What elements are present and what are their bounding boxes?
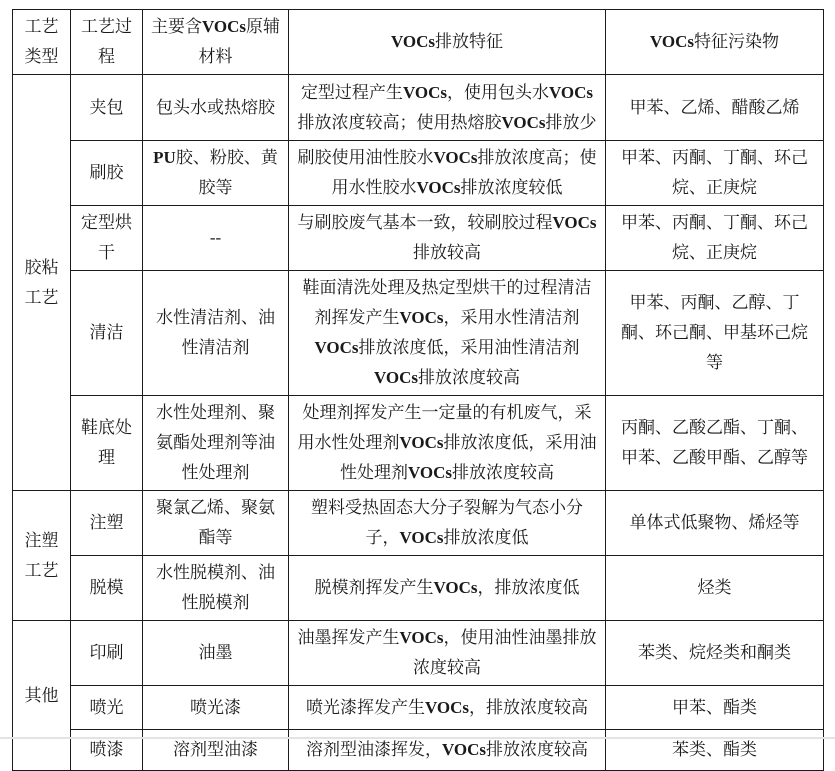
table-row xyxy=(13,686,824,730)
process-cell: 清洁 xyxy=(71,271,143,396)
pollutants-cell: 苯类、酯类 xyxy=(606,730,824,771)
materials-cell: -- xyxy=(143,206,289,271)
voc-emission-table xyxy=(12,9,824,771)
process-cell: 喷漆 xyxy=(71,730,143,771)
pollutants-cell: 丙酮、乙酸乙酯、丁酮、甲苯、乙酸甲酯、乙醇等 xyxy=(606,396,824,491)
materials-cell: 溶剂型油漆 xyxy=(143,730,289,771)
emission-cell: 刷胶使用油性胶水VOCs排放浓度高；使用水性胶水VOCs排放浓度较低 xyxy=(289,141,606,206)
emission-cell: 油墨挥发产生VOCs，使用油性油墨排放浓度较高 xyxy=(289,621,606,686)
process-cell: 定型烘干 xyxy=(71,206,143,271)
header-materials: 主要含VOCs原辅材料 xyxy=(143,10,289,75)
emission-cell: 定型过程产生VOCs，使用包头水VOCs排放浓度较高；使用热熔胶VOCs排放少 xyxy=(289,75,606,141)
table-row xyxy=(13,491,824,556)
header-emission: VOCs排放特征 xyxy=(289,10,606,75)
process-cell: 脱模 xyxy=(71,556,143,621)
pollutants-cell: 单体式低聚物、烯烃等 xyxy=(606,491,824,556)
header-process-type: 工艺类型 xyxy=(13,10,71,75)
process-cell: 印刷 xyxy=(71,621,143,686)
pollutants-cell: 苯类、烷烃类和酮类 xyxy=(606,621,824,686)
table-row xyxy=(13,206,824,271)
table-row xyxy=(13,730,824,771)
pollutants-cell: 甲苯、乙烯、醋酸乙烯 xyxy=(606,75,824,141)
materials-cell: 油墨 xyxy=(143,621,289,686)
materials-cell: 包头水或热熔胶 xyxy=(143,75,289,141)
pollutants-cell: 甲苯、丙酮、丁酮、环己烷、正庚烷 xyxy=(606,206,824,271)
materials-cell: 水性处理剂、聚氨酯处理剂等油性处理剂 xyxy=(143,396,289,491)
emission-cell: 脱模剂挥发产生VOCs，排放浓度低 xyxy=(289,556,606,621)
emission-cell: 鞋面清洗处理及热定型烘干的过程清洁剂挥发产生VOCs，采用水性清洁剂VOCs排放浓度低，采用油性清洁剂VOCs排放浓度较高 xyxy=(289,271,606,396)
table-header-row xyxy=(13,10,824,75)
group-label-injection: 注塑工艺 xyxy=(13,491,71,621)
materials-cell: 水性清洁剂、油性清洁剂 xyxy=(143,271,289,396)
table-row xyxy=(13,141,824,206)
process-cell: 刷胶 xyxy=(71,141,143,206)
table-row xyxy=(13,396,824,491)
process-cell: 鞋底处理 xyxy=(71,396,143,491)
table-row xyxy=(13,271,824,396)
process-cell: 喷光 xyxy=(71,686,143,730)
process-cell: 夹包 xyxy=(71,75,143,141)
header-process-step: 工艺过程 xyxy=(71,10,143,75)
pollutants-cell: 烃类 xyxy=(606,556,824,621)
table-row xyxy=(13,621,824,686)
materials-cell: 水性脱模剂、油性脱模剂 xyxy=(143,556,289,621)
header-pollutants: VOCs特征污染物 xyxy=(606,10,824,75)
page-bottom-edge xyxy=(0,737,835,739)
process-cell: 注塑 xyxy=(71,491,143,556)
table-row xyxy=(13,556,824,621)
pollutants-cell: 甲苯、酯类 xyxy=(606,686,824,730)
pollutants-cell: 甲苯、丙酮、乙醇、丁酮、环己酮、甲基环己烷等 xyxy=(606,271,824,396)
emission-cell: 溶剂型油漆挥发，VOCs排放浓度较高 xyxy=(289,730,606,771)
group-label-other: 其他 xyxy=(13,621,71,771)
materials-cell: PU胶、粉胶、黄胶等 xyxy=(143,141,289,206)
emission-cell: 喷光漆挥发产生VOCs，排放浓度较高 xyxy=(289,686,606,730)
materials-cell: 喷光漆 xyxy=(143,686,289,730)
emission-cell: 与刷胶废气基本一致，较刷胶过程VOCs排放较高 xyxy=(289,206,606,271)
emission-cell: 塑料受热固态大分子裂解为气态小分子，VOCs排放浓度低 xyxy=(289,491,606,556)
group-label-gluing: 胶粘工艺 xyxy=(13,75,71,491)
table-row xyxy=(13,75,824,141)
pollutants-cell: 甲苯、丙酮、丁酮、环己烷、正庚烷 xyxy=(606,141,824,206)
materials-cell: 聚氯乙烯、聚氨酯等 xyxy=(143,491,289,556)
emission-cell: 处理剂挥发产生一定量的有机废气，采用水性处理剂VOCs排放浓度低，采用油性处理剂VOCs排放浓度较高 xyxy=(289,396,606,491)
